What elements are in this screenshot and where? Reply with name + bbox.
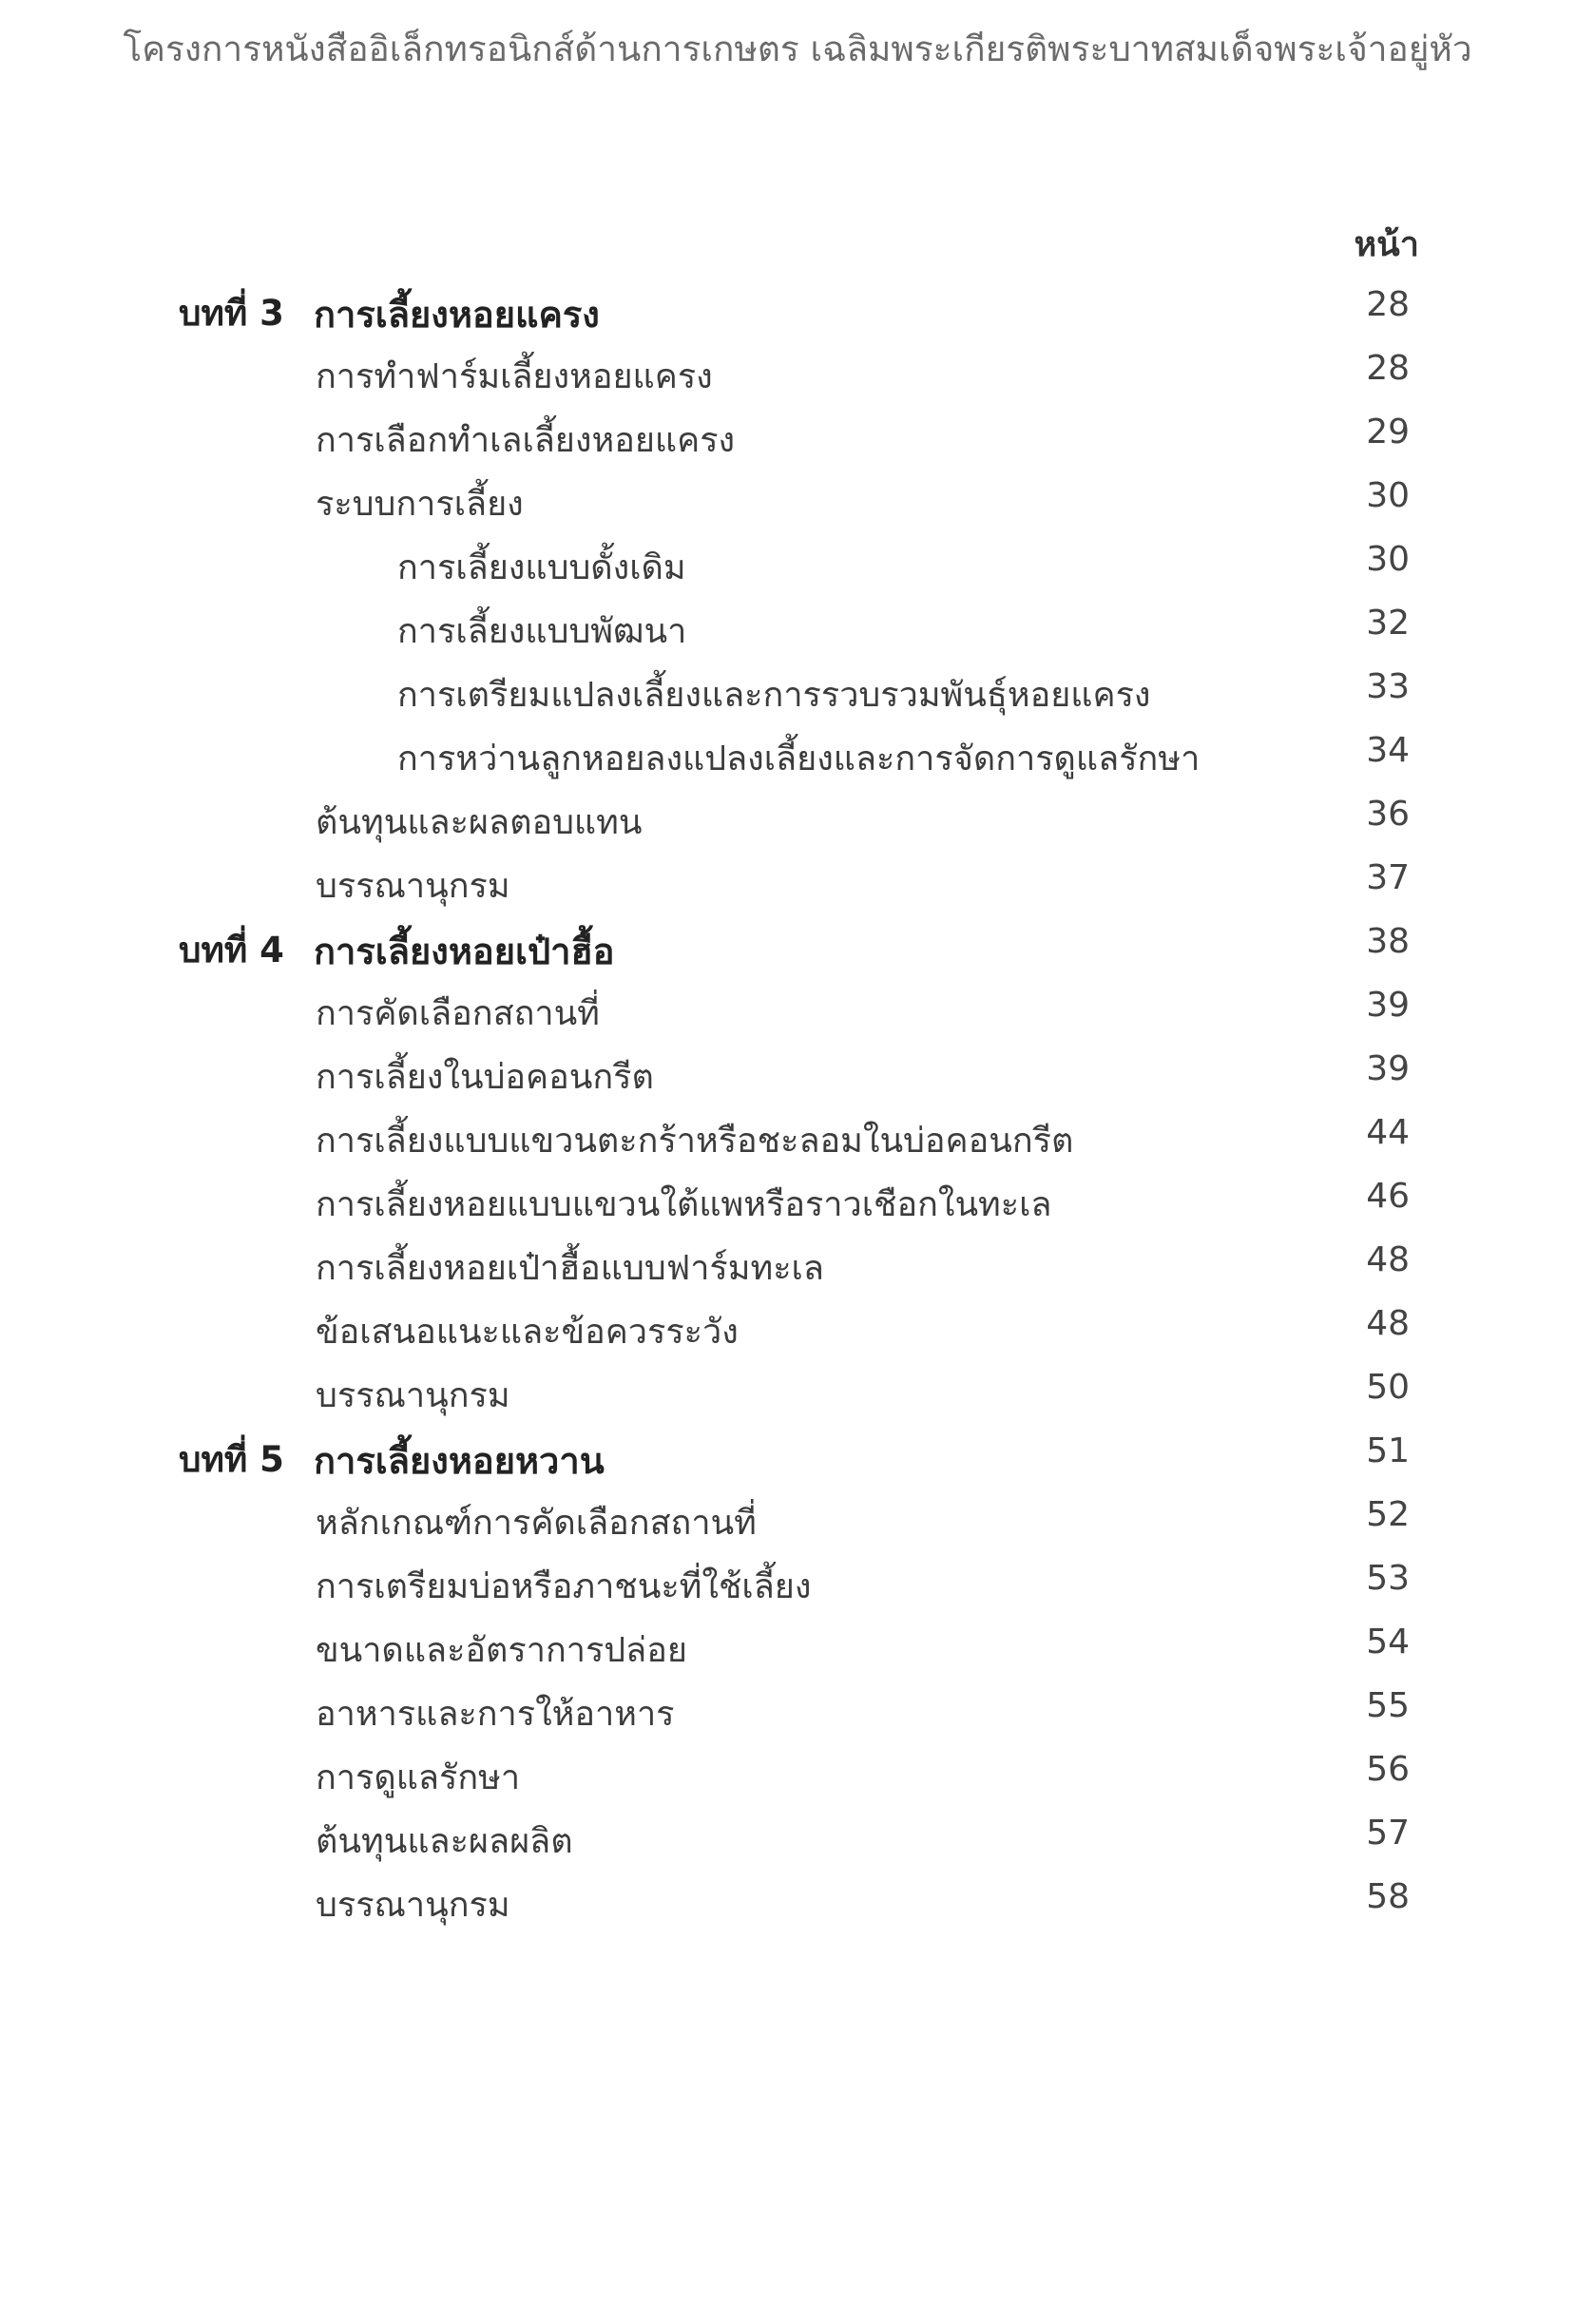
toc-subentry-row [0, 658, 1595, 721]
page-number: 46 [1366, 1177, 1410, 1216]
entry-title: ขนาดและอัตราการปล่อย [316, 1631, 687, 1670]
entry-title: อาหารและการให้อาหาร [316, 1695, 675, 1734]
toc-entry-row [0, 1740, 1595, 1804]
entry-title: บรรณานุกรม [316, 1886, 510, 1925]
entry-title: การเลี้ยงแบบแขวนตะกร้าหรือชะลอมในบ่อคอนกรีต [316, 1122, 1074, 1161]
page-number: 58 [1366, 1877, 1410, 1916]
chapter-number: บทที่ 4 [179, 930, 284, 970]
page-number: 53 [1366, 1559, 1410, 1598]
entry-title: ต้นทุนและผลตอบแทน [316, 803, 643, 842]
toc-entry-row [0, 1613, 1595, 1677]
entry-title: การทำฟาร์มเลี้ยงหอยแครง [316, 357, 713, 396]
entry-title: การเลี้ยงหอยเป๋าฮื้อแบบฟาร์มทะเล [316, 1249, 824, 1288]
toc-entry-row [0, 1358, 1595, 1422]
toc-entry-row [0, 849, 1595, 912]
entry-title: บรรณานุกรม [316, 1376, 510, 1415]
running-header: โครงการหนังสืออิเล็กทรอนิกส์ด้านการเกษตร เฉลิมพระเกียรติพระบาทสมเด็จพระเจ้าอยู่หัว [123, 29, 1472, 69]
page-number: 39 [1366, 1049, 1410, 1088]
toc-entry-row [0, 403, 1595, 467]
page-number: 34 [1366, 731, 1410, 770]
page-number: 48 [1366, 1240, 1410, 1279]
toc-chapter-row [0, 1422, 1595, 1486]
toc-entry-row [0, 1104, 1595, 1167]
toc-entry-row [0, 467, 1595, 530]
entry-title: การเลี้ยงในบ่อคอนกรีต [316, 1058, 654, 1097]
toc-entry-row [0, 1486, 1595, 1549]
table-of-contents [0, 276, 1595, 1931]
chapter-title: การเลี้ยงหอยเป๋าฮื้อ [314, 931, 615, 972]
toc-entry-row [0, 976, 1595, 1040]
entry-title: การเลือกทำเลเลี้ยงหอยแครง [316, 421, 736, 460]
page-number: 48 [1366, 1304, 1410, 1343]
toc-subentry-row [0, 530, 1595, 594]
chapter-title: การเลี้ยงหอยแครง [314, 294, 600, 336]
page-number: 44 [1366, 1113, 1410, 1152]
page-column-label: หน้า [1354, 225, 1419, 264]
chapter-number: บทที่ 5 [179, 1439, 284, 1480]
entry-title: การเตรียมบ่อหรือภาชนะที่ใช้เลี้ยง [316, 1567, 812, 1606]
subentry-title: การเตรียมแปลงเลี้ยงและการรวบรวมพันธุ์หอยแครง [397, 676, 1151, 715]
page-number: 36 [1366, 795, 1410, 834]
toc-chapter-row [0, 912, 1595, 976]
subentry-title: การเลี้ยงแบบพัฒนา [397, 612, 687, 651]
toc-entry-row [0, 1167, 1595, 1231]
page-number: 50 [1366, 1368, 1410, 1407]
toc-entry-row [0, 785, 1595, 849]
page-number: 29 [1366, 413, 1410, 451]
page-number: 32 [1366, 604, 1410, 643]
toc-entry-row [0, 1295, 1595, 1358]
entry-title: การเลี้ยงหอยแบบแขวนใต้แพหรือราวเชือกในทะเล [316, 1185, 1052, 1224]
page-number: 30 [1366, 540, 1410, 579]
toc-subentry-row [0, 721, 1595, 785]
subentry-title: การหว่านลูกหอยลงแปลงเลี้ยงและการจัดการดูแลรักษา [397, 739, 1201, 778]
page-number: 57 [1366, 1814, 1410, 1853]
page-number: 37 [1366, 858, 1410, 897]
toc-entry-row [0, 1677, 1595, 1740]
page-number: 28 [1366, 285, 1410, 324]
toc-entry-row [0, 1804, 1595, 1868]
entry-title: ต้นทุนและผลผลิต [316, 1822, 573, 1861]
toc-entry-row [0, 1868, 1595, 1931]
toc-entry-row [0, 1231, 1595, 1295]
entry-title: การคัดเลือกสถานที่ [316, 994, 600, 1033]
chapter-title: การเลี้ยงหอยหวาน [314, 1440, 605, 1482]
entry-title: ระบบการเลี้ยง [316, 485, 524, 524]
chapter-number: บทที่ 3 [179, 293, 284, 334]
toc-entry-row [0, 1040, 1595, 1104]
entry-title: บรรณานุกรม [316, 867, 510, 906]
page-number: 56 [1366, 1750, 1410, 1789]
toc-subentry-row [0, 594, 1595, 658]
page-number: 38 [1366, 922, 1410, 961]
page-number: 51 [1366, 1431, 1410, 1470]
entry-title: หลักเกณฑ์การคัดเลือกสถานที่ [316, 1504, 757, 1543]
subentry-title: การเลี้ยงแบบดั้งเดิม [397, 548, 686, 587]
toc-entry-row [0, 1549, 1595, 1613]
page-number: 28 [1366, 349, 1410, 388]
page-number: 52 [1366, 1495, 1410, 1534]
page-number: 54 [1366, 1623, 1410, 1661]
toc-entry-row [0, 339, 1595, 403]
entry-title: การดูแลรักษา [316, 1758, 521, 1797]
page-number: 39 [1366, 986, 1410, 1025]
page-number: 55 [1366, 1686, 1410, 1725]
page-number: 33 [1366, 667, 1410, 706]
page-number: 30 [1366, 476, 1410, 515]
entry-title: ข้อเสนอแนะและข้อควรระวัง [316, 1313, 739, 1352]
toc-chapter-row [0, 276, 1595, 339]
